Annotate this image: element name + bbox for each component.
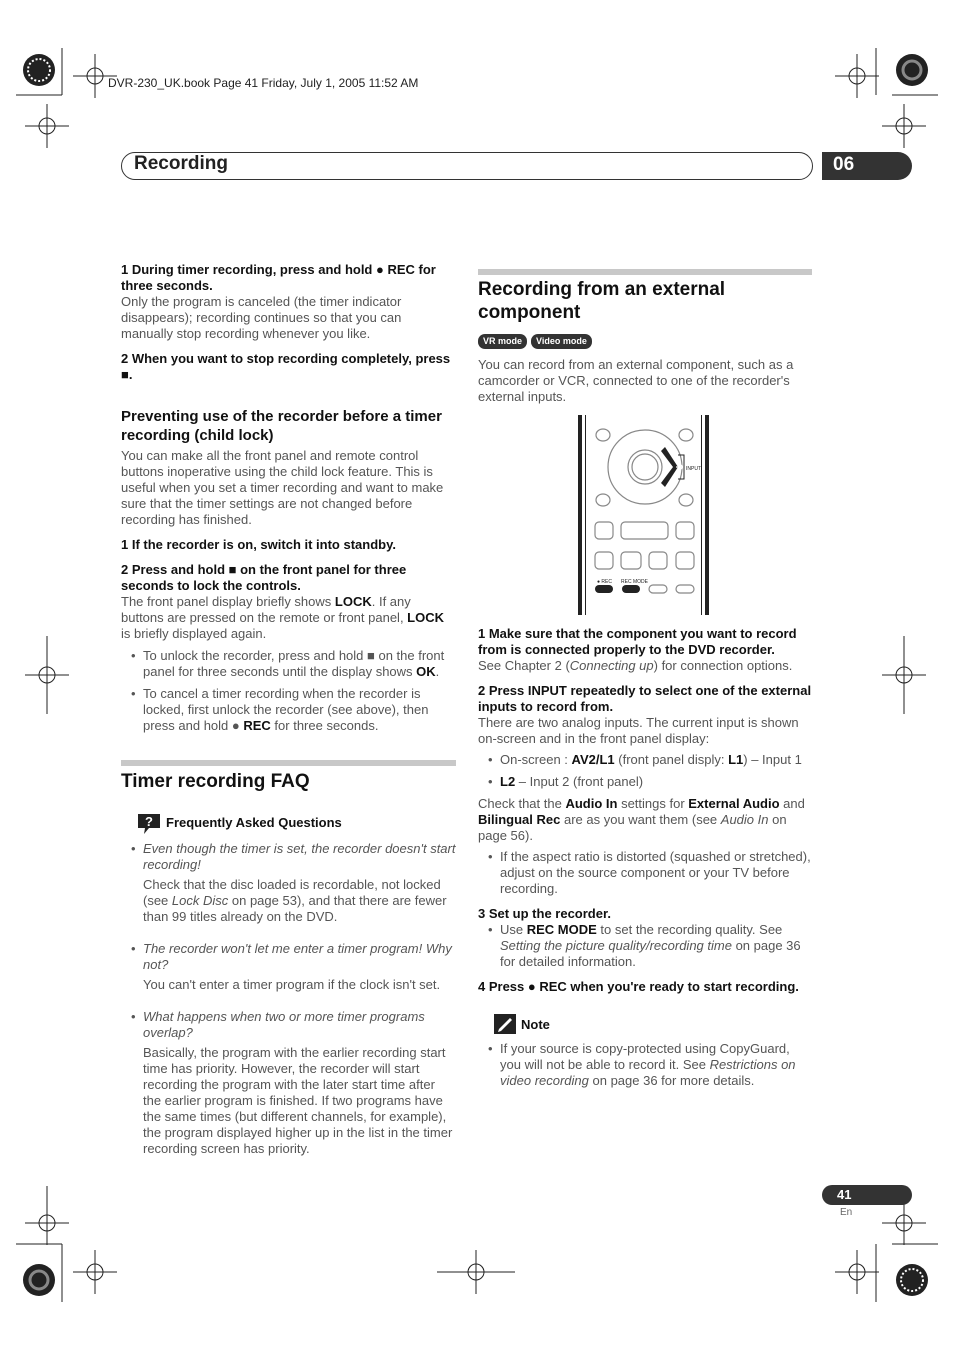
list-item [478, 922, 812, 970]
chapter-number [822, 152, 912, 180]
text-run: L1 [728, 752, 744, 767]
note-list [478, 1041, 812, 1089]
text-run: on page 53), and that there are fewer than 99 titles already on the DVD. [143, 893, 447, 924]
external-step-1-body [478, 658, 812, 674]
setup-list [478, 922, 812, 970]
faq-section-rule [121, 760, 456, 766]
faq-answer: Basically, the program with the earlier recording start time has priority. However, the recorder will start recording the program with the later start time after the earlier program is finished. If two programs have the same times (but different channels, for example), the program displayed higher up in the list in the timer recording screen has priority. [143, 1045, 453, 1156]
external-step-2: 2 Press INPUT repeatedly to select one of the external inputs to record from. [478, 683, 812, 714]
text-run: – Input 2 (front panel) [515, 774, 644, 789]
list-item [121, 648, 456, 680]
rec-mode-button-label: REC MODE [621, 579, 648, 585]
child-lock-heading: Preventing use of the recorder before a timer recording (child lock) [121, 408, 442, 444]
text-run: ) for connection options. [653, 658, 793, 673]
text-run: on page 36 for more details. [588, 1073, 755, 1088]
faq-subheading [121, 813, 456, 837]
external-step-3: 3 Set up the recorder. [478, 906, 611, 921]
question-bubble-icon [136, 811, 162, 835]
text-run: To unlock the recorder, press and hold ■ on the front panel for three seconds until the display shows [143, 648, 445, 679]
mode-badges [478, 332, 812, 349]
text-run: AV2/L1 [571, 752, 615, 767]
faq-question: • What happens when two or more timer programs overlap? [143, 1009, 425, 1040]
text-run: to set the recording quality. See [596, 922, 783, 937]
text-run: . [435, 664, 440, 679]
text-run: Audio In [720, 812, 769, 827]
text-run: If your source is copy-protected using CopyGuard, you will not be able to record it. See [500, 1041, 790, 1072]
input-list [478, 752, 812, 790]
vr-mode-badge: VR mode [478, 334, 527, 349]
text-run: Use [500, 922, 527, 937]
note-title: Note [521, 1017, 550, 1032]
page-number-text: 41 [837, 1187, 852, 1202]
svg-text:?: ? [145, 814, 153, 829]
lock-label: LOCK [334, 594, 372, 609]
text-run: ) – Input 1 [743, 752, 802, 767]
text-run: (front panel disply: [614, 752, 729, 767]
pencil-note-icon [493, 1013, 517, 1035]
text-run: are as you want them (see [560, 812, 721, 827]
child-lock-bullets [121, 648, 456, 734]
faq-item [121, 941, 456, 993]
rec-label: REC [243, 718, 271, 733]
list-item [478, 774, 812, 790]
text-run: L2 [500, 774, 516, 789]
external-section-rule [478, 269, 812, 275]
child-lock-step-2: 2 Press and hold ■ on the front panel for three seconds to lock the controls. [121, 562, 407, 593]
list-item [121, 686, 456, 734]
page-number [822, 1185, 912, 1205]
step-2: 2 When you want to stop recording completely, press ■. [121, 351, 451, 382]
text-run: . If any buttons are pressed on the remote or front panel, [121, 594, 411, 625]
faq-list [121, 841, 456, 1157]
text-run: and [779, 796, 805, 811]
child-lock-step-2-body [121, 594, 456, 642]
external-intro: You can record from an external component, such as a camcorder or VCR, connected to one of the recorder's external inputs. [478, 357, 794, 404]
text-run: on page 36 for detailed information. [500, 938, 801, 969]
external-step-1: 1 Make sure that the component you want to record from is connected properly to the DVD recorder. [478, 626, 797, 657]
text-run: To cancel a timer recording when the recorder is locked, first unlock the recorder (see above), then press and hold ● [143, 686, 429, 733]
faq-item [121, 1009, 456, 1157]
audio-check [478, 796, 812, 844]
input-button-label: INPUT [686, 466, 701, 472]
remote-illustration [578, 415, 713, 617]
left-column [121, 262, 456, 740]
aspect-list [478, 849, 812, 897]
chapter-number-text: 06 [833, 154, 855, 175]
text-run: settings for [617, 796, 689, 811]
text-run: See Chapter 2 ( [478, 658, 570, 673]
external-heading: Recording from an external component [478, 279, 726, 323]
list-item: • If the aspect ratio is distorted (squashed or stretched), adjust on the source component or your TV before recording. [478, 849, 812, 897]
text-run: Audio In [565, 796, 618, 811]
faq-question: • The recorder won't let me enter a timer program! Why not? [143, 941, 452, 972]
faq-heading: Timer recording FAQ [121, 771, 310, 792]
faq-item [121, 841, 456, 925]
faq-question: • Even though the timer is set, the recorder doesn't start recording! [143, 841, 456, 872]
external-step-2-body: There are two analog inputs. The current input is shown on-screen and in the front panel display: [478, 715, 799, 746]
step-1: 1 During timer recording, press and hold ● REC for three seconds. [121, 262, 436, 293]
child-lock-step-1: 1 If the recorder is on, switch it into standby. [121, 537, 396, 552]
text-run: Restrictions on video recording [500, 1057, 796, 1088]
text-run: is briefly displayed again. [121, 626, 267, 641]
list-item [478, 752, 812, 768]
faq-answer [121, 877, 456, 925]
faq-answer: You can't enter a timer program if the clock isn't set. [143, 977, 441, 992]
step-1-body: Only the program is canceled (the timer indicator disappears); recording continues so that you can manually stop recording whenever you like. [121, 294, 402, 341]
text-run: REC MODE [526, 922, 597, 937]
right-column-steps [478, 626, 812, 1095]
text-run: Setting the picture quality/recording time [500, 938, 732, 953]
note-box [478, 1017, 812, 1041]
print-metadata: DVR-230_UK.book Page 41 Friday, July 1, 2005 11:52 AM [108, 76, 419, 90]
video-mode-badge: Video mode [531, 334, 592, 349]
language-code: En [840, 1207, 853, 1218]
ok-label: OK [416, 664, 436, 679]
list-item [478, 1041, 812, 1089]
external-step-4: 4 Press ● REC when you're ready to start recording. [478, 979, 799, 994]
text-run: External Audio [688, 796, 780, 811]
text-run: Bilingual Rec [478, 812, 561, 827]
right-column-top [478, 278, 812, 405]
section-title: Recording [134, 153, 228, 174]
text-run: Connecting up [569, 658, 654, 673]
child-lock-body: You can make all the front panel and remote control buttons inoperative using the child lock feature. This is useful when you set a timer recording and want to make sure that the timer settings are not changed before recording has finished. [121, 448, 444, 527]
lock-label: LOCK [407, 610, 445, 625]
faq-subheading-text: Frequently Asked Questions [166, 815, 342, 830]
text-run: Check that the [478, 796, 566, 811]
text-run: Lock Disc [171, 893, 229, 908]
text-run: On-screen : [500, 752, 572, 767]
text-run: on page 56). [478, 812, 787, 843]
rec-button-label: ● REC [597, 579, 612, 585]
text-run: The front panel display briefly shows [121, 594, 335, 609]
text-run: Check that the disc loaded is recordable, not locked (see [143, 877, 441, 908]
text-run: for three seconds. [270, 718, 379, 733]
faq-section [121, 770, 456, 1163]
